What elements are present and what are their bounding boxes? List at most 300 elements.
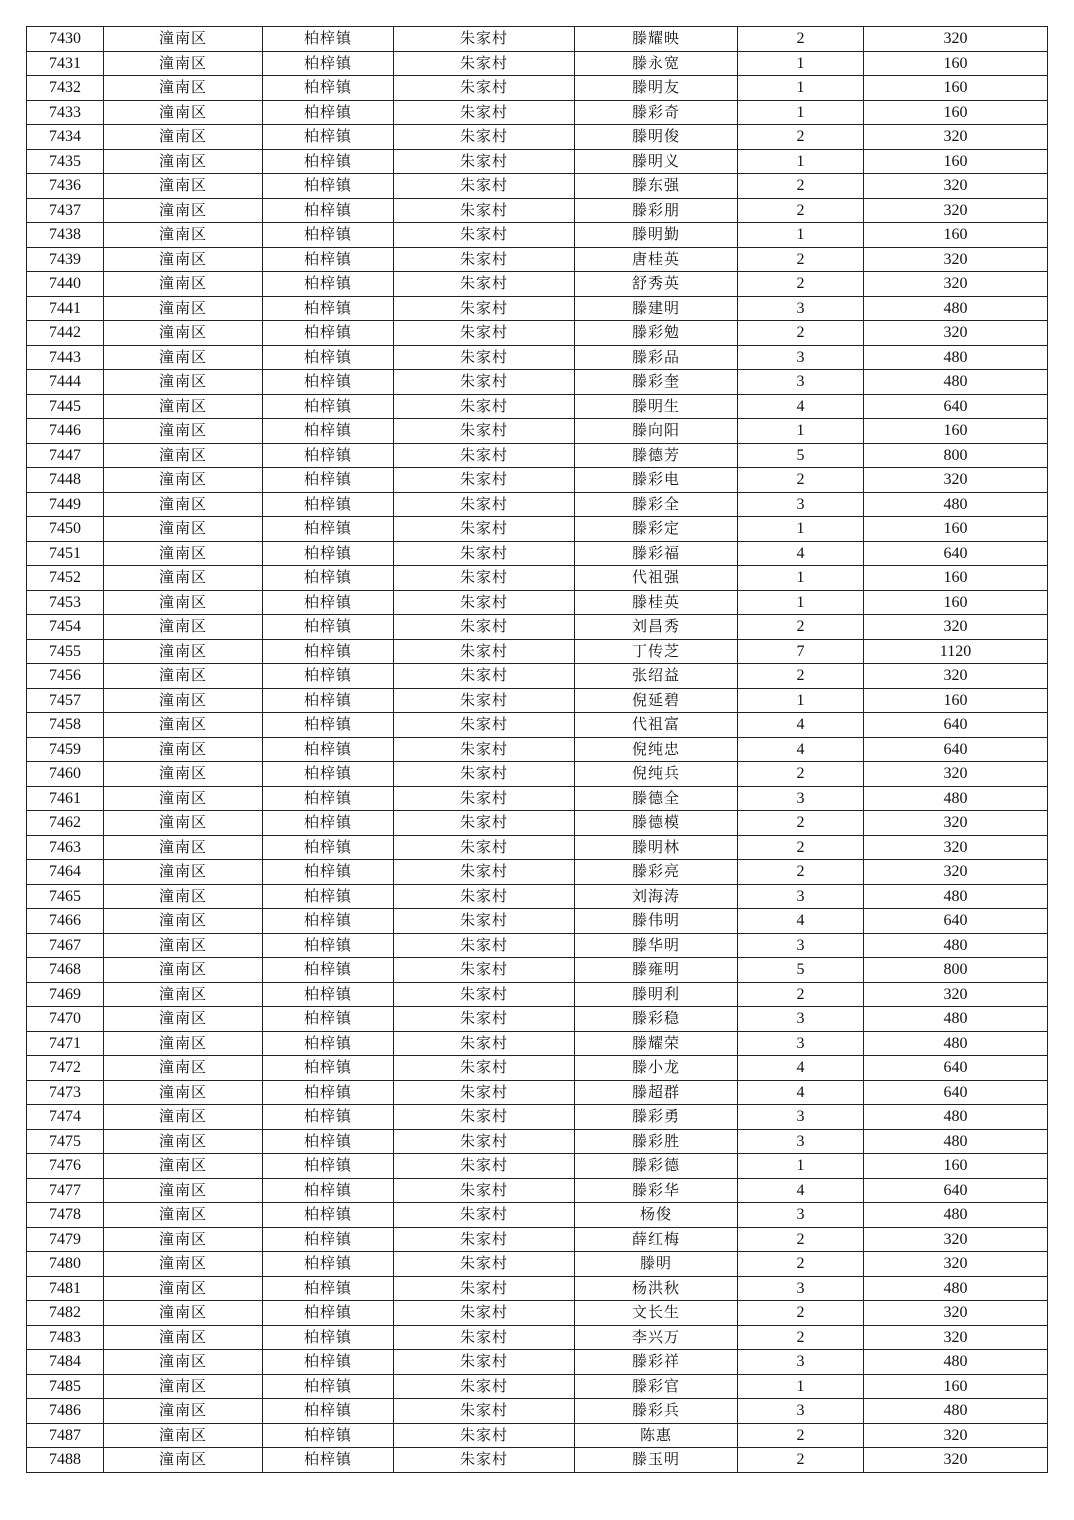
name-cell: 滕超群	[575, 1080, 738, 1105]
village-cell: 朱家村	[394, 223, 575, 248]
amount-cell: 320	[864, 174, 1048, 199]
count-cell: 2	[738, 174, 864, 199]
district-cell: 潼南区	[104, 1154, 263, 1179]
village-cell: 朱家村	[394, 198, 575, 223]
row-number-cell: 7469	[27, 982, 104, 1007]
amount-cell: 320	[864, 835, 1048, 860]
name-cell: 滕德芳	[575, 443, 738, 468]
count-cell: 2	[738, 125, 864, 150]
table-row	[27, 272, 1048, 297]
table-row	[27, 1276, 1048, 1301]
district-cell: 潼南区	[104, 1031, 263, 1056]
village-cell: 朱家村	[394, 664, 575, 689]
row-number-cell: 7454	[27, 615, 104, 640]
name-cell: 滕彩勉	[575, 321, 738, 346]
district-cell: 潼南区	[104, 933, 263, 958]
table-row	[27, 345, 1048, 370]
name-cell: 滕东强	[575, 174, 738, 199]
name-cell: 滕明利	[575, 982, 738, 1007]
amount-cell: 320	[864, 247, 1048, 272]
village-cell: 朱家村	[394, 492, 575, 517]
village-cell: 朱家村	[394, 1276, 575, 1301]
amount-cell: 160	[864, 51, 1048, 76]
row-number-cell: 7463	[27, 835, 104, 860]
data-table	[26, 26, 1048, 1473]
district-cell: 潼南区	[104, 1350, 263, 1375]
count-cell: 3	[738, 296, 864, 321]
town-cell: 柏梓镇	[263, 737, 394, 762]
name-cell: 滕彩电	[575, 468, 738, 493]
town-cell: 柏梓镇	[263, 1105, 394, 1130]
district-cell: 潼南区	[104, 1129, 263, 1154]
count-cell: 2	[738, 1423, 864, 1448]
amount-cell: 640	[864, 394, 1048, 419]
name-cell: 滕彩定	[575, 517, 738, 542]
village-cell: 朱家村	[394, 1080, 575, 1105]
amount-cell: 320	[864, 982, 1048, 1007]
name-cell: 唐桂英	[575, 247, 738, 272]
table-row	[27, 884, 1048, 909]
row-number-cell: 7450	[27, 517, 104, 542]
name-cell: 舒秀英	[575, 272, 738, 297]
district-cell: 潼南区	[104, 615, 263, 640]
table-row	[27, 762, 1048, 787]
name-cell: 滕彩奎	[575, 370, 738, 395]
town-cell: 柏梓镇	[263, 615, 394, 640]
count-cell: 2	[738, 321, 864, 346]
district-cell: 潼南区	[104, 1080, 263, 1105]
district-cell: 潼南区	[104, 713, 263, 738]
table-row	[27, 811, 1048, 836]
table-row	[27, 737, 1048, 762]
amount-cell: 480	[864, 1007, 1048, 1032]
amount-cell: 480	[864, 1031, 1048, 1056]
count-cell: 2	[738, 1227, 864, 1252]
amount-cell: 320	[864, 1227, 1048, 1252]
row-number-cell: 7455	[27, 639, 104, 664]
amount-cell: 480	[864, 370, 1048, 395]
village-cell: 朱家村	[394, 1325, 575, 1350]
table-row	[27, 1129, 1048, 1154]
row-number-cell: 7446	[27, 419, 104, 444]
row-number-cell: 7467	[27, 933, 104, 958]
district-cell: 潼南区	[104, 639, 263, 664]
village-cell: 朱家村	[394, 1227, 575, 1252]
count-cell: 2	[738, 835, 864, 860]
table-row	[27, 1227, 1048, 1252]
town-cell: 柏梓镇	[263, 958, 394, 983]
row-number-cell: 7472	[27, 1056, 104, 1081]
count-cell: 3	[738, 1105, 864, 1130]
town-cell: 柏梓镇	[263, 100, 394, 125]
village-cell: 朱家村	[394, 615, 575, 640]
row-number-cell: 7453	[27, 590, 104, 615]
row-number-cell: 7468	[27, 958, 104, 983]
village-cell: 朱家村	[394, 174, 575, 199]
name-cell: 滕伟明	[575, 909, 738, 934]
village-cell: 朱家村	[394, 27, 575, 52]
village-cell: 朱家村	[394, 884, 575, 909]
table-row	[27, 296, 1048, 321]
table-row	[27, 1252, 1048, 1277]
row-number-cell: 7457	[27, 688, 104, 713]
district-cell: 潼南区	[104, 1056, 263, 1081]
name-cell: 滕彩德	[575, 1154, 738, 1179]
row-number-cell: 7462	[27, 811, 104, 836]
count-cell: 4	[738, 1178, 864, 1203]
name-cell: 倪纯兵	[575, 762, 738, 787]
row-number-cell: 7445	[27, 394, 104, 419]
table-body	[27, 27, 1048, 1473]
district-cell: 潼南区	[104, 125, 263, 150]
town-cell: 柏梓镇	[263, 370, 394, 395]
district-cell: 潼南区	[104, 76, 263, 101]
town-cell: 柏梓镇	[263, 223, 394, 248]
town-cell: 柏梓镇	[263, 1129, 394, 1154]
table-row	[27, 688, 1048, 713]
town-cell: 柏梓镇	[263, 272, 394, 297]
town-cell: 柏梓镇	[263, 1325, 394, 1350]
count-cell: 4	[738, 541, 864, 566]
row-number-cell: 7438	[27, 223, 104, 248]
row-number-cell: 7451	[27, 541, 104, 566]
amount-cell: 160	[864, 100, 1048, 125]
count-cell: 2	[738, 762, 864, 787]
village-cell: 朱家村	[394, 1301, 575, 1326]
name-cell: 滕彩品	[575, 345, 738, 370]
town-cell: 柏梓镇	[263, 1374, 394, 1399]
name-cell: 滕彩稳	[575, 1007, 738, 1032]
table-row	[27, 664, 1048, 689]
count-cell: 4	[738, 1080, 864, 1105]
village-cell: 朱家村	[394, 321, 575, 346]
row-number-cell: 7448	[27, 468, 104, 493]
amount-cell: 480	[864, 1203, 1048, 1228]
row-number-cell: 7461	[27, 786, 104, 811]
district-cell: 潼南区	[104, 1448, 263, 1473]
table-row	[27, 566, 1048, 591]
row-number-cell: 7488	[27, 1448, 104, 1473]
name-cell: 滕玉明	[575, 1448, 738, 1473]
row-number-cell: 7470	[27, 1007, 104, 1032]
name-cell: 滕彩华	[575, 1178, 738, 1203]
town-cell: 柏梓镇	[263, 1350, 394, 1375]
table-row	[27, 468, 1048, 493]
district-cell: 潼南区	[104, 468, 263, 493]
row-number-cell: 7439	[27, 247, 104, 272]
district-cell: 潼南区	[104, 370, 263, 395]
count-cell: 3	[738, 1350, 864, 1375]
row-number-cell: 7475	[27, 1129, 104, 1154]
village-cell: 朱家村	[394, 566, 575, 591]
district-cell: 潼南区	[104, 811, 263, 836]
village-cell: 朱家村	[394, 1007, 575, 1032]
name-cell: 滕永宽	[575, 51, 738, 76]
table-row	[27, 100, 1048, 125]
district-cell: 潼南区	[104, 1252, 263, 1277]
count-cell: 2	[738, 811, 864, 836]
district-cell: 潼南区	[104, 1374, 263, 1399]
district-cell: 潼南区	[104, 296, 263, 321]
row-number-cell: 7476	[27, 1154, 104, 1179]
district-cell: 潼南区	[104, 198, 263, 223]
name-cell: 滕明义	[575, 149, 738, 174]
district-cell: 潼南区	[104, 762, 263, 787]
table-row	[27, 1423, 1048, 1448]
amount-cell: 160	[864, 517, 1048, 542]
count-cell: 5	[738, 958, 864, 983]
amount-cell: 320	[864, 1325, 1048, 1350]
village-cell: 朱家村	[394, 811, 575, 836]
count-cell: 2	[738, 272, 864, 297]
town-cell: 柏梓镇	[263, 1031, 394, 1056]
town-cell: 柏梓镇	[263, 517, 394, 542]
amount-cell: 320	[864, 762, 1048, 787]
village-cell: 朱家村	[394, 272, 575, 297]
row-number-cell: 7487	[27, 1423, 104, 1448]
row-number-cell: 7435	[27, 149, 104, 174]
town-cell: 柏梓镇	[263, 639, 394, 664]
district-cell: 潼南区	[104, 1203, 263, 1228]
district-cell: 潼南区	[104, 517, 263, 542]
town-cell: 柏梓镇	[263, 394, 394, 419]
row-number-cell: 7432	[27, 76, 104, 101]
amount-cell: 640	[864, 713, 1048, 738]
row-number-cell: 7431	[27, 51, 104, 76]
amount-cell: 160	[864, 688, 1048, 713]
table-row	[27, 149, 1048, 174]
district-cell: 潼南区	[104, 688, 263, 713]
district-cell: 潼南区	[104, 1423, 263, 1448]
village-cell: 朱家村	[394, 296, 575, 321]
village-cell: 朱家村	[394, 835, 575, 860]
town-cell: 柏梓镇	[263, 76, 394, 101]
district-cell: 潼南区	[104, 321, 263, 346]
village-cell: 朱家村	[394, 713, 575, 738]
district-cell: 潼南区	[104, 272, 263, 297]
village-cell: 朱家村	[394, 762, 575, 787]
row-number-cell: 7484	[27, 1350, 104, 1375]
amount-cell: 480	[864, 1350, 1048, 1375]
name-cell: 代祖强	[575, 566, 738, 591]
count-cell: 4	[738, 1056, 864, 1081]
table-row	[27, 590, 1048, 615]
amount-cell: 320	[864, 1301, 1048, 1326]
name-cell: 滕德模	[575, 811, 738, 836]
row-number-cell: 7449	[27, 492, 104, 517]
count-cell: 3	[738, 1129, 864, 1154]
count-cell: 1	[738, 590, 864, 615]
amount-cell: 160	[864, 149, 1048, 174]
table-row	[27, 982, 1048, 1007]
village-cell: 朱家村	[394, 1105, 575, 1130]
district-cell: 潼南区	[104, 737, 263, 762]
row-number-cell: 7482	[27, 1301, 104, 1326]
town-cell: 柏梓镇	[263, 51, 394, 76]
name-cell: 滕向阳	[575, 419, 738, 444]
town-cell: 柏梓镇	[263, 198, 394, 223]
town-cell: 柏梓镇	[263, 566, 394, 591]
count-cell: 3	[738, 345, 864, 370]
village-cell: 朱家村	[394, 1399, 575, 1424]
count-cell: 2	[738, 1448, 864, 1473]
count-cell: 1	[738, 223, 864, 248]
town-cell: 柏梓镇	[263, 713, 394, 738]
table-row	[27, 1448, 1048, 1473]
village-cell: 朱家村	[394, 639, 575, 664]
district-cell: 潼南区	[104, 958, 263, 983]
town-cell: 柏梓镇	[263, 835, 394, 860]
name-cell: 滕彩亮	[575, 860, 738, 885]
name-cell: 滕明	[575, 1252, 738, 1277]
district-cell: 潼南区	[104, 149, 263, 174]
town-cell: 柏梓镇	[263, 149, 394, 174]
town-cell: 柏梓镇	[263, 664, 394, 689]
village-cell: 朱家村	[394, 1154, 575, 1179]
village-cell: 朱家村	[394, 370, 575, 395]
name-cell: 刘昌秀	[575, 615, 738, 640]
village-cell: 朱家村	[394, 345, 575, 370]
row-number-cell: 7434	[27, 125, 104, 150]
count-cell: 4	[738, 394, 864, 419]
amount-cell: 320	[864, 1448, 1048, 1473]
town-cell: 柏梓镇	[263, 786, 394, 811]
row-number-cell: 7460	[27, 762, 104, 787]
table-row	[27, 958, 1048, 983]
district-cell: 潼南区	[104, 394, 263, 419]
name-cell: 刘海涛	[575, 884, 738, 909]
table-row	[27, 713, 1048, 738]
count-cell: 2	[738, 1301, 864, 1326]
town-cell: 柏梓镇	[263, 590, 394, 615]
table-row	[27, 27, 1048, 52]
village-cell: 朱家村	[394, 100, 575, 125]
amount-cell: 320	[864, 468, 1048, 493]
name-cell: 滕彩朋	[575, 198, 738, 223]
town-cell: 柏梓镇	[263, 296, 394, 321]
name-cell: 滕明生	[575, 394, 738, 419]
village-cell: 朱家村	[394, 688, 575, 713]
table-row	[27, 174, 1048, 199]
table-row	[27, 1007, 1048, 1032]
table-row	[27, 1399, 1048, 1424]
amount-cell: 640	[864, 1080, 1048, 1105]
amount-cell: 160	[864, 1154, 1048, 1179]
amount-cell: 320	[864, 272, 1048, 297]
amount-cell: 480	[864, 1276, 1048, 1301]
amount-cell: 640	[864, 1178, 1048, 1203]
town-cell: 柏梓镇	[263, 884, 394, 909]
row-number-cell: 7433	[27, 100, 104, 125]
district-cell: 潼南区	[104, 786, 263, 811]
village-cell: 朱家村	[394, 1178, 575, 1203]
count-cell: 3	[738, 1203, 864, 1228]
count-cell: 1	[738, 100, 864, 125]
village-cell: 朱家村	[394, 541, 575, 566]
name-cell: 滕明林	[575, 835, 738, 860]
row-number-cell: 7479	[27, 1227, 104, 1252]
town-cell: 柏梓镇	[263, 27, 394, 52]
table-row	[27, 321, 1048, 346]
table-row	[27, 247, 1048, 272]
village-cell: 朱家村	[394, 394, 575, 419]
name-cell: 滕彩祥	[575, 1350, 738, 1375]
table-row	[27, 615, 1048, 640]
town-cell: 柏梓镇	[263, 860, 394, 885]
count-cell: 3	[738, 1399, 864, 1424]
row-number-cell: 7436	[27, 174, 104, 199]
count-cell: 1	[738, 1154, 864, 1179]
amount-cell: 480	[864, 786, 1048, 811]
table-row	[27, 1031, 1048, 1056]
amount-cell: 160	[864, 566, 1048, 591]
count-cell: 5	[738, 443, 864, 468]
amount-cell: 320	[864, 860, 1048, 885]
town-cell: 柏梓镇	[263, 811, 394, 836]
district-cell: 潼南区	[104, 1178, 263, 1203]
town-cell: 柏梓镇	[263, 933, 394, 958]
count-cell: 7	[738, 639, 864, 664]
table-row	[27, 419, 1048, 444]
name-cell: 薛红梅	[575, 1227, 738, 1252]
count-cell: 1	[738, 51, 864, 76]
amount-cell: 320	[864, 1252, 1048, 1277]
name-cell: 李兴万	[575, 1325, 738, 1350]
district-cell: 潼南区	[104, 247, 263, 272]
village-cell: 朱家村	[394, 909, 575, 934]
table-row	[27, 1325, 1048, 1350]
row-number-cell: 7437	[27, 198, 104, 223]
amount-cell: 320	[864, 1423, 1048, 1448]
amount-cell: 320	[864, 615, 1048, 640]
amount-cell: 1120	[864, 639, 1048, 664]
town-cell: 柏梓镇	[263, 541, 394, 566]
count-cell: 2	[738, 1252, 864, 1277]
row-number-cell: 7465	[27, 884, 104, 909]
village-cell: 朱家村	[394, 1203, 575, 1228]
count-cell: 3	[738, 884, 864, 909]
table-row	[27, 541, 1048, 566]
table-row	[27, 1301, 1048, 1326]
village-cell: 朱家村	[394, 933, 575, 958]
district-cell: 潼南区	[104, 223, 263, 248]
count-cell: 1	[738, 566, 864, 591]
name-cell: 代祖富	[575, 713, 738, 738]
village-cell: 朱家村	[394, 443, 575, 468]
row-number-cell: 7443	[27, 345, 104, 370]
name-cell: 倪纯忠	[575, 737, 738, 762]
name-cell: 滕雍明	[575, 958, 738, 983]
row-number-cell: 7480	[27, 1252, 104, 1277]
table-row	[27, 443, 1048, 468]
village-cell: 朱家村	[394, 1374, 575, 1399]
village-cell: 朱家村	[394, 76, 575, 101]
count-cell: 3	[738, 786, 864, 811]
district-cell: 潼南区	[104, 982, 263, 1007]
district-cell: 潼南区	[104, 27, 263, 52]
town-cell: 柏梓镇	[263, 1154, 394, 1179]
name-cell: 滕彩胜	[575, 1129, 738, 1154]
village-cell: 朱家村	[394, 982, 575, 1007]
name-cell: 滕德全	[575, 786, 738, 811]
district-cell: 潼南区	[104, 1325, 263, 1350]
row-number-cell: 7456	[27, 664, 104, 689]
name-cell: 滕彩勇	[575, 1105, 738, 1130]
town-cell: 柏梓镇	[263, 1423, 394, 1448]
village-cell: 朱家村	[394, 419, 575, 444]
table-row	[27, 1056, 1048, 1081]
table-row	[27, 1374, 1048, 1399]
